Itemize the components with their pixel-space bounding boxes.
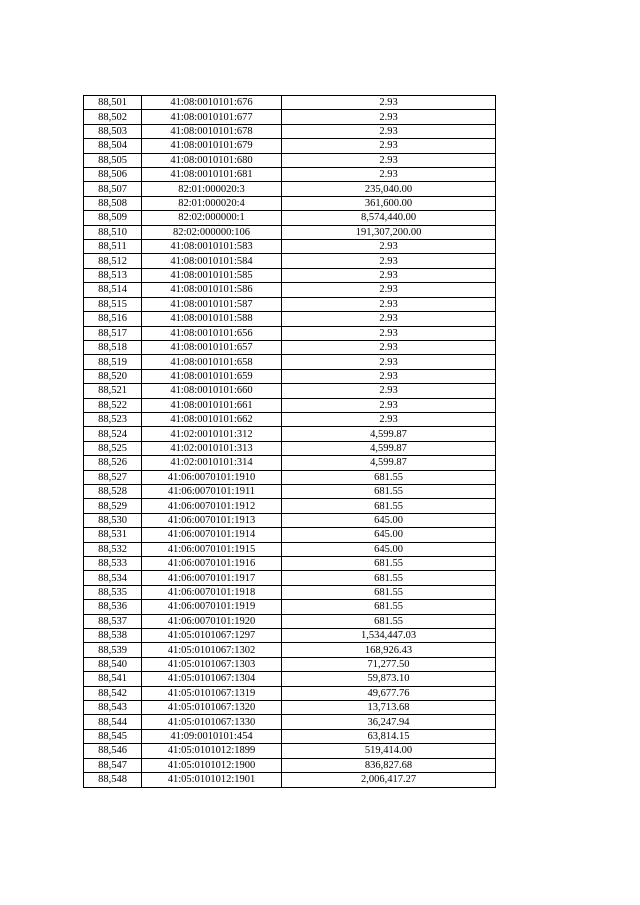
row-number-cell: 88,519 — [84, 355, 142, 369]
table-row — [84, 268, 496, 282]
table-row — [84, 355, 496, 369]
table-row — [84, 283, 496, 297]
table-row — [84, 571, 496, 585]
table-row — [84, 139, 496, 153]
row-number-cell: 88,501 — [84, 96, 142, 110]
cadastral-number-cell: 41:08:0010101:660 — [142, 384, 282, 398]
table-row — [84, 110, 496, 124]
row-number-cell: 88,505 — [84, 153, 142, 167]
cadastral-number-cell: 41:08:0010101:662 — [142, 412, 282, 426]
value-cell: 645.00 — [282, 528, 496, 542]
value-cell: 4,599.87 — [282, 427, 496, 441]
value-cell: 1,534,447.03 — [282, 629, 496, 643]
value-cell: 2.93 — [282, 268, 496, 282]
row-number-cell: 88,512 — [84, 254, 142, 268]
row-number-cell: 88,528 — [84, 484, 142, 498]
cadastral-number-cell: 41:08:0010101:679 — [142, 139, 282, 153]
value-cell: 681.55 — [282, 600, 496, 614]
cadastral-number-cell: 82:01:000020:4 — [142, 196, 282, 210]
row-number-cell: 88,513 — [84, 268, 142, 282]
value-cell: 2.93 — [282, 369, 496, 383]
cadastral-number-cell: 41:06:0070101:1913 — [142, 513, 282, 527]
cadastral-number-cell: 41:06:0070101:1920 — [142, 614, 282, 628]
row-number-cell: 88,546 — [84, 744, 142, 758]
row-number-cell: 88,530 — [84, 513, 142, 527]
table-row — [84, 773, 496, 787]
table-row — [84, 340, 496, 354]
table-row — [84, 196, 496, 210]
cadastral-number-cell: 41:06:0070101:1919 — [142, 600, 282, 614]
value-cell: 2.93 — [282, 153, 496, 167]
row-number-cell: 88,525 — [84, 441, 142, 455]
table-row — [84, 600, 496, 614]
value-cell: 2.93 — [282, 384, 496, 398]
table-row — [84, 456, 496, 470]
table-row — [84, 528, 496, 542]
row-number-cell: 88,531 — [84, 528, 142, 542]
value-cell: 2.93 — [282, 240, 496, 254]
row-number-cell: 88,504 — [84, 139, 142, 153]
value-cell: 361,600.00 — [282, 196, 496, 210]
cadastral-number-cell: 41:05:0101067:1302 — [142, 643, 282, 657]
table-body — [84, 96, 496, 788]
value-cell: 8,574,440.00 — [282, 211, 496, 225]
cadastral-number-cell: 41:06:0070101:1915 — [142, 542, 282, 556]
table-row — [84, 384, 496, 398]
value-cell: 63,814.15 — [282, 729, 496, 743]
table-row — [84, 499, 496, 513]
value-cell: 681.55 — [282, 585, 496, 599]
cadastral-number-cell: 82:02:000000:1 — [142, 211, 282, 225]
value-cell: 36,247.94 — [282, 715, 496, 729]
table-row — [84, 326, 496, 340]
row-number-cell: 88,537 — [84, 614, 142, 628]
table-row — [84, 124, 496, 138]
row-number-cell: 88,547 — [84, 758, 142, 772]
cadastral-number-cell: 41:08:0010101:677 — [142, 110, 282, 124]
table-row — [84, 629, 496, 643]
cadastral-number-cell: 41:08:0010101:658 — [142, 355, 282, 369]
row-number-cell: 88,524 — [84, 427, 142, 441]
value-cell: 59,873.10 — [282, 672, 496, 686]
cadastral-number-cell: 41:05:0101012:1900 — [142, 758, 282, 772]
table-row — [84, 657, 496, 671]
row-number-cell: 88,502 — [84, 110, 142, 124]
row-number-cell: 88,545 — [84, 729, 142, 743]
value-cell: 2.93 — [282, 254, 496, 268]
cadastral-number-cell: 41:06:0070101:1917 — [142, 571, 282, 585]
row-number-cell: 88,548 — [84, 773, 142, 787]
value-cell: 836,827.68 — [282, 758, 496, 772]
table-row — [84, 715, 496, 729]
value-cell: 2,006,417.27 — [282, 773, 496, 787]
value-cell: 2.93 — [282, 168, 496, 182]
cadastral-number-cell: 41:05:0101067:1320 — [142, 701, 282, 715]
value-cell: 645.00 — [282, 542, 496, 556]
table-row — [84, 701, 496, 715]
cadastral-number-cell: 41:06:0070101:1916 — [142, 557, 282, 571]
table-row — [84, 585, 496, 599]
table-row — [84, 96, 496, 110]
cadastral-number-cell: 41:05:0101012:1901 — [142, 773, 282, 787]
value-cell: 2.93 — [282, 139, 496, 153]
value-cell: 235,040.00 — [282, 182, 496, 196]
row-number-cell: 88,522 — [84, 398, 142, 412]
value-cell: 681.55 — [282, 499, 496, 513]
cadastral-number-cell: 41:09:0010101:454 — [142, 729, 282, 743]
table-row — [84, 254, 496, 268]
value-cell: 71,277.50 — [282, 657, 496, 671]
table-row — [84, 470, 496, 484]
cadastral-number-cell: 41:05:0101067:1319 — [142, 686, 282, 700]
table-row — [84, 427, 496, 441]
cadastral-number-cell: 41:08:0010101:681 — [142, 168, 282, 182]
row-number-cell: 88,520 — [84, 369, 142, 383]
table-row — [84, 225, 496, 239]
row-number-cell: 88,526 — [84, 456, 142, 470]
table-row — [84, 542, 496, 556]
row-number-cell: 88,542 — [84, 686, 142, 700]
value-cell: 2.93 — [282, 283, 496, 297]
row-number-cell: 88,521 — [84, 384, 142, 398]
cadastral-number-cell: 41:08:0010101:588 — [142, 312, 282, 326]
cadastral-number-cell: 41:08:0010101:676 — [142, 96, 282, 110]
cadastral-number-cell: 41:08:0010101:657 — [142, 340, 282, 354]
value-cell: 2.93 — [282, 312, 496, 326]
table-row — [84, 441, 496, 455]
row-number-cell: 88,534 — [84, 571, 142, 585]
cadastral-number-cell: 41:06:0070101:1910 — [142, 470, 282, 484]
row-number-cell: 88,508 — [84, 196, 142, 210]
cadastral-number-cell: 41:02:0010101:313 — [142, 441, 282, 455]
table-row — [84, 729, 496, 743]
value-cell: 49,677.76 — [282, 686, 496, 700]
table-row — [84, 744, 496, 758]
cadastral-number-cell: 41:08:0010101:584 — [142, 254, 282, 268]
table-row — [84, 312, 496, 326]
row-number-cell: 88,516 — [84, 312, 142, 326]
table-row — [84, 513, 496, 527]
table-row — [84, 557, 496, 571]
cadastral-number-cell: 41:02:0010101:312 — [142, 427, 282, 441]
cadastral-number-cell: 41:08:0010101:586 — [142, 283, 282, 297]
cadastral-number-cell: 41:08:0010101:587 — [142, 297, 282, 311]
cadastral-number-cell: 41:06:0070101:1914 — [142, 528, 282, 542]
data-table — [83, 95, 496, 788]
value-cell: 4,599.87 — [282, 441, 496, 455]
row-number-cell: 88,535 — [84, 585, 142, 599]
row-number-cell: 88,527 — [84, 470, 142, 484]
row-number-cell: 88,514 — [84, 283, 142, 297]
table-row — [84, 412, 496, 426]
row-number-cell: 88,544 — [84, 715, 142, 729]
cadastral-number-cell: 41:08:0010101:678 — [142, 124, 282, 138]
row-number-cell: 88,506 — [84, 168, 142, 182]
value-cell: 191,307,200.00 — [282, 225, 496, 239]
value-cell: 645.00 — [282, 513, 496, 527]
cadastral-number-cell: 41:05:0101012:1899 — [142, 744, 282, 758]
value-cell: 168,926.43 — [282, 643, 496, 657]
cadastral-number-cell: 41:08:0010101:656 — [142, 326, 282, 340]
value-cell: 2.93 — [282, 96, 496, 110]
table-row — [84, 153, 496, 167]
table-row — [84, 484, 496, 498]
cadastral-number-cell: 41:06:0070101:1911 — [142, 484, 282, 498]
row-number-cell: 88,538 — [84, 629, 142, 643]
value-cell: 2.93 — [282, 110, 496, 124]
cadastral-number-cell: 82:02:000000:106 — [142, 225, 282, 239]
row-number-cell: 88,515 — [84, 297, 142, 311]
cadastral-number-cell: 41:05:0101067:1297 — [142, 629, 282, 643]
row-number-cell: 88,509 — [84, 211, 142, 225]
row-number-cell: 88,503 — [84, 124, 142, 138]
table-row — [84, 168, 496, 182]
row-number-cell: 88,511 — [84, 240, 142, 254]
value-cell: 681.55 — [282, 571, 496, 585]
value-cell: 4,599.87 — [282, 456, 496, 470]
value-cell: 681.55 — [282, 557, 496, 571]
row-number-cell: 88,543 — [84, 701, 142, 715]
row-number-cell: 88,529 — [84, 499, 142, 513]
cadastral-number-cell: 41:05:0101067:1304 — [142, 672, 282, 686]
value-cell: 681.55 — [282, 614, 496, 628]
cadastral-number-cell: 41:08:0010101:661 — [142, 398, 282, 412]
cadastral-number-cell: 41:08:0010101:585 — [142, 268, 282, 282]
row-number-cell: 88,533 — [84, 557, 142, 571]
table-row — [84, 758, 496, 772]
row-number-cell: 88,539 — [84, 643, 142, 657]
value-cell: 681.55 — [282, 484, 496, 498]
table-row — [84, 297, 496, 311]
value-cell: 2.93 — [282, 326, 496, 340]
cadastral-number-cell: 82:01:000020:3 — [142, 182, 282, 196]
table-row — [84, 614, 496, 628]
cadastral-number-cell: 41:06:0070101:1918 — [142, 585, 282, 599]
table-row — [84, 643, 496, 657]
row-number-cell: 88,541 — [84, 672, 142, 686]
row-number-cell: 88,517 — [84, 326, 142, 340]
value-cell: 2.93 — [282, 297, 496, 311]
table-row — [84, 182, 496, 196]
table-row — [84, 211, 496, 225]
cadastral-number-cell: 41:02:0010101:314 — [142, 456, 282, 470]
cadastral-number-cell: 41:06:0070101:1912 — [142, 499, 282, 513]
value-cell: 2.93 — [282, 412, 496, 426]
table-row — [84, 686, 496, 700]
row-number-cell: 88,540 — [84, 657, 142, 671]
value-cell: 13,713.68 — [282, 701, 496, 715]
row-number-cell: 88,518 — [84, 340, 142, 354]
row-number-cell: 88,536 — [84, 600, 142, 614]
cadastral-number-cell: 41:08:0010101:659 — [142, 369, 282, 383]
table-row — [84, 369, 496, 383]
value-cell: 2.93 — [282, 340, 496, 354]
value-cell: 2.93 — [282, 355, 496, 369]
cadastral-number-cell: 41:05:0101067:1330 — [142, 715, 282, 729]
row-number-cell: 88,510 — [84, 225, 142, 239]
row-number-cell: 88,523 — [84, 412, 142, 426]
row-number-cell: 88,507 — [84, 182, 142, 196]
cadastral-number-cell: 41:08:0010101:680 — [142, 153, 282, 167]
value-cell: 519,414.00 — [282, 744, 496, 758]
value-cell: 2.93 — [282, 398, 496, 412]
table-row — [84, 240, 496, 254]
cadastral-number-cell: 41:08:0010101:583 — [142, 240, 282, 254]
value-cell: 681.55 — [282, 470, 496, 484]
table-row — [84, 672, 496, 686]
row-number-cell: 88,532 — [84, 542, 142, 556]
value-cell: 2.93 — [282, 124, 496, 138]
table-row — [84, 398, 496, 412]
cadastral-number-cell: 41:05:0101067:1303 — [142, 657, 282, 671]
